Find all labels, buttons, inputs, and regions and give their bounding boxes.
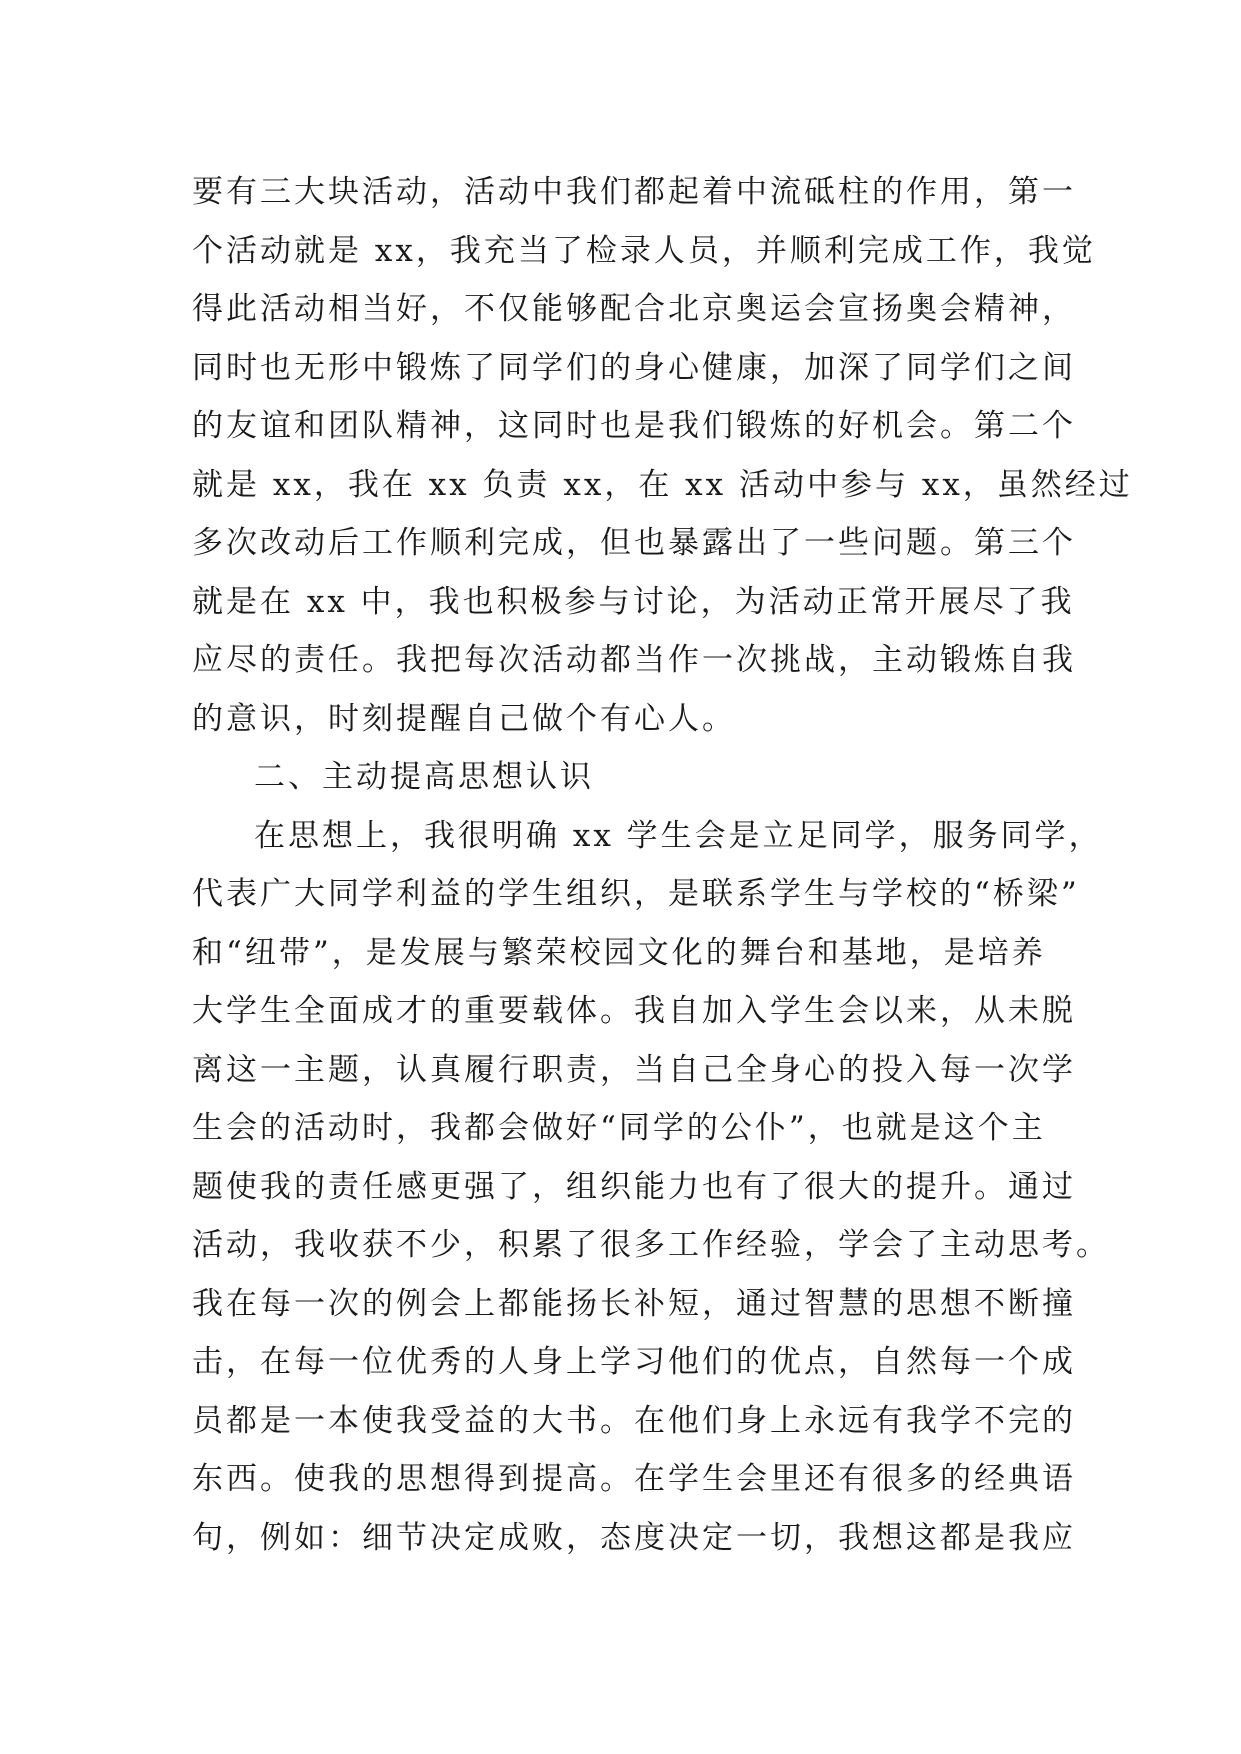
text-line: 得此活动相当好，不仅能够配合北京奥运会宣扬奥会精神， [192, 291, 1076, 327]
text-line: 个活动就是 xx，我充当了检录人员，并顺利完成工作，我觉 [192, 232, 1096, 269]
text-line: 要有三大块活动，活动中我们都起着中流砥柱的作用，第一 [192, 174, 1076, 210]
text-line: 员都是一本使我受益的大书。在他们身上永远有我学不完的 [192, 1402, 1076, 1439]
text-line: 东西。使我的思想得到提高。在学生会里还有很多的经典语 [192, 1461, 1076, 1497]
text-line: 我在每一次的例会上都能扬长补短，通过智慧的思想不断撞 [192, 1285, 1076, 1322]
text-line: 就是 xx，我在 xx 负责 xx，在 xx 活动中参与 xx，虽然经过 [192, 466, 1133, 503]
text-line: 题使我的责任感更强了，组织能力也有了很大的提升。通过 [192, 1168, 1076, 1205]
text-line: 大学生全面成才的重要载体。我自加入学生会以来，从未脱 [192, 993, 1076, 1029]
text-line: 击，在每一位优秀的人身上学习他们的优点，自然每一个成 [192, 1344, 1076, 1380]
section-heading: 二、主动提高思想认识 [254, 759, 594, 795]
text-line: 和“纽带”，是发展与繁荣校园文化的舞台和基地，是培养 [192, 934, 1046, 971]
text-line: 同时也无形中锻炼了同学们的身心健康，加深了同学们之间 [192, 349, 1076, 386]
text-line: 活动，我收获不少，积累了很多工作经验，学会了主动思考。 [192, 1227, 1110, 1263]
text-line: 应尽的责任。我把每次活动都当作一次挑战，主动锻炼自我 [192, 642, 1076, 678]
text-line: 代表广大同学利益的学生组织，是联系学生与学校的“桥梁” [192, 876, 1080, 912]
text-line: 句，例如：细节决定成败，态度决定一切，我想这都是我应 [192, 1519, 1076, 1556]
text-line: 多次改动后工作顺利完成，但也暴露出了一些问题。第三个 [192, 525, 1076, 561]
document-body [192, 163, 1133, 1567]
text-line: 就是在 xx 中，我也积极参与讨论，为活动正常开展尽了我 [192, 583, 1075, 620]
text-line: 的友谊和团队精神，这同时也是我们锻炼的好机会。第二个 [192, 408, 1076, 444]
text-line: 在思想上，我很明确 xx 学生会是立足同学，服务同学， [254, 817, 1103, 854]
text-line: 生会的活动时，我都会做好“同学的公仆”，也就是这个主 [192, 1110, 1046, 1146]
text-line: 离这一主题，认真履行职责，当自己全身心的投入每一次学 [192, 1051, 1076, 1088]
text-line: 的意识，时刻提醒自己做个有心人。 [192, 700, 736, 737]
